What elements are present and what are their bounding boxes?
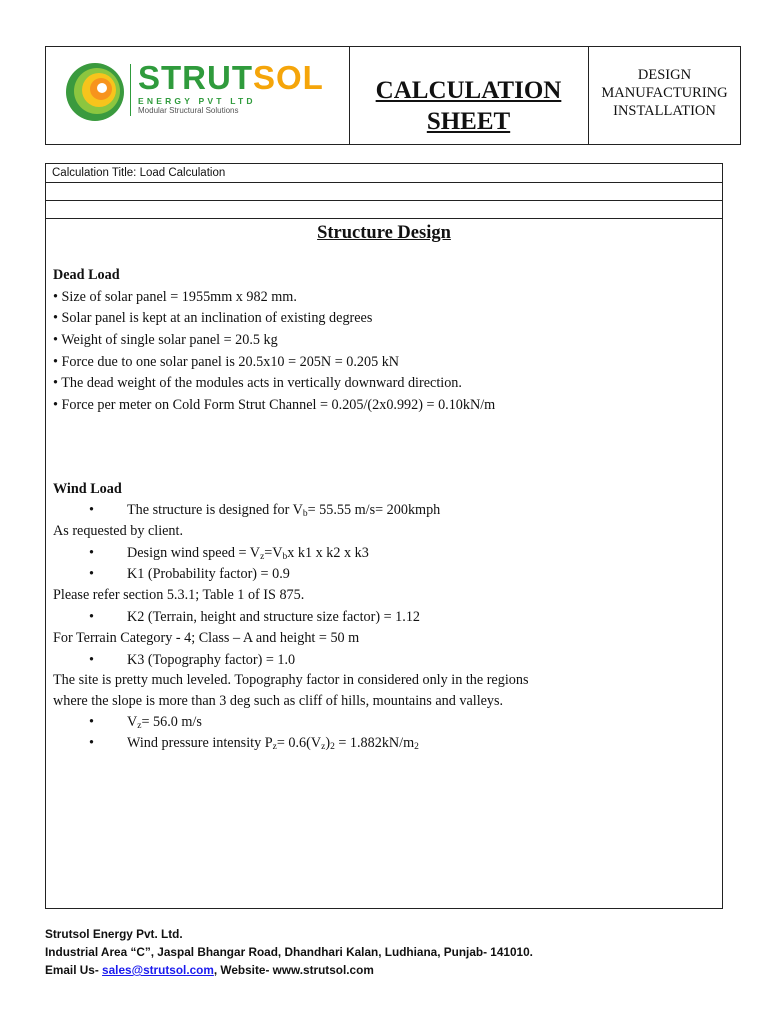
dead-load-item: • Size of solar panel = 1955mm x 982 mm. [53,289,297,305]
document-header [45,46,741,145]
dead-load-heading: Dead Load [53,267,120,283]
bullet-icon: • [89,652,94,668]
document-footer [45,925,533,979]
calculation-title-row [46,164,722,183]
dead-load-item: • Force due to one solar panel is 20.5x10 = 205N = 0.205 kN [53,354,400,370]
sun-logo-icon [64,61,126,123]
wind-load-item: K3 (Topography factor) = 1.0 [127,652,296,668]
wind-load-note: For Terrain Category - 4; Class – A and height = 50 m [53,630,360,646]
dead-load-item: • Force per meter on Cold Form Strut Channel = 0.205/(2x0.992) = 0.10kN/m [53,397,496,413]
brand-name-part1: STRUT [138,59,253,96]
wind-load-heading: Wind Load [53,481,122,497]
sheet-title-line2: SHEET [426,108,511,135]
bullet-icon: • [89,714,94,730]
title-cell [349,47,589,144]
footer-contact: Email Us- sales@strutsol.com, Website- www.strutsol.com [45,963,374,977]
sheet-title [349,75,588,137]
services-list [589,66,740,120]
bullet-icon: • [89,502,94,518]
service-installation: INSTALLATION [613,103,716,119]
service-design: DESIGN [637,67,692,83]
brand-name [138,61,324,95]
wind-load-item: Design wind speed = $V_z=V_bx$ k1 x k2 x k3 [127,545,369,562]
calculation-title: Calculation Title: Load Calculation [52,167,226,179]
structure-design-heading: Structure Design [317,223,451,243]
wind-load-note: The site is pretty much leveled. Topography factor in considered only in the regions [53,672,529,688]
brand-subtitle: ENERGY PVT LTD [138,96,256,106]
brand-divider [130,64,131,116]
brand-tagline: Modular Structural Solutions [138,106,239,115]
logo-cell [46,47,350,144]
footer-website: www.strutsol.com [272,963,374,977]
bullet-icon: • [89,566,94,582]
dead-load-item: • Weight of single solar panel = 20.5 kg [53,332,278,348]
brand-name-part2: SOL [253,59,324,96]
wind-load-item: The structure is designed for $V_b= 55.55$ m/s= 200kmph [127,502,441,519]
wind-load-note: where the slope is more than 3 deg such as cliff of hills, mountains and valleys. [53,693,504,709]
wind-load-item: K1 (Probability factor) = 0.9 [127,566,290,582]
wind-load-note: As requested by client. [53,523,184,539]
wind-load-item: $V_z= 56.0$ m/s [127,714,202,731]
footer-address: Industrial Area “C”, Jaspal Bhangar Road, Dhandhari Kalan, Ludhiana, Punjab- 141010. [45,945,533,959]
blank-row [46,183,722,201]
bullet-icon: • [89,609,94,625]
footer-company: Strutsol Energy Pvt. Ltd. [45,927,183,941]
dead-load-item: • The dead weight of the modules acts in vertically downward direction. [53,375,462,391]
blank-row [46,201,722,219]
dead-load-item: • Solar panel is kept at an inclination of existing degrees [53,310,373,326]
wind-load-item: K2 (Terrain, height and structure size factor) = 1.12 [127,609,421,625]
wind-load-note: Please refer section 5.3.1; Table 1 of IS 875. [53,587,305,603]
sheet-title-line1: CALCULATION [375,77,562,104]
service-manufacturing: MANUFACTURING [601,85,728,101]
wind-load-item: Wind pressure intensity $P_z= 0.6(V_z)_2 = 1.882kN/m_2$ [127,735,419,752]
bullet-icon: • [89,735,94,751]
footer-email-link[interactable]: sales@strutsol.com [102,963,214,977]
bullet-icon: • [89,545,94,561]
content-area [46,219,722,908]
services-cell [589,47,740,144]
calculation-box [45,163,723,909]
